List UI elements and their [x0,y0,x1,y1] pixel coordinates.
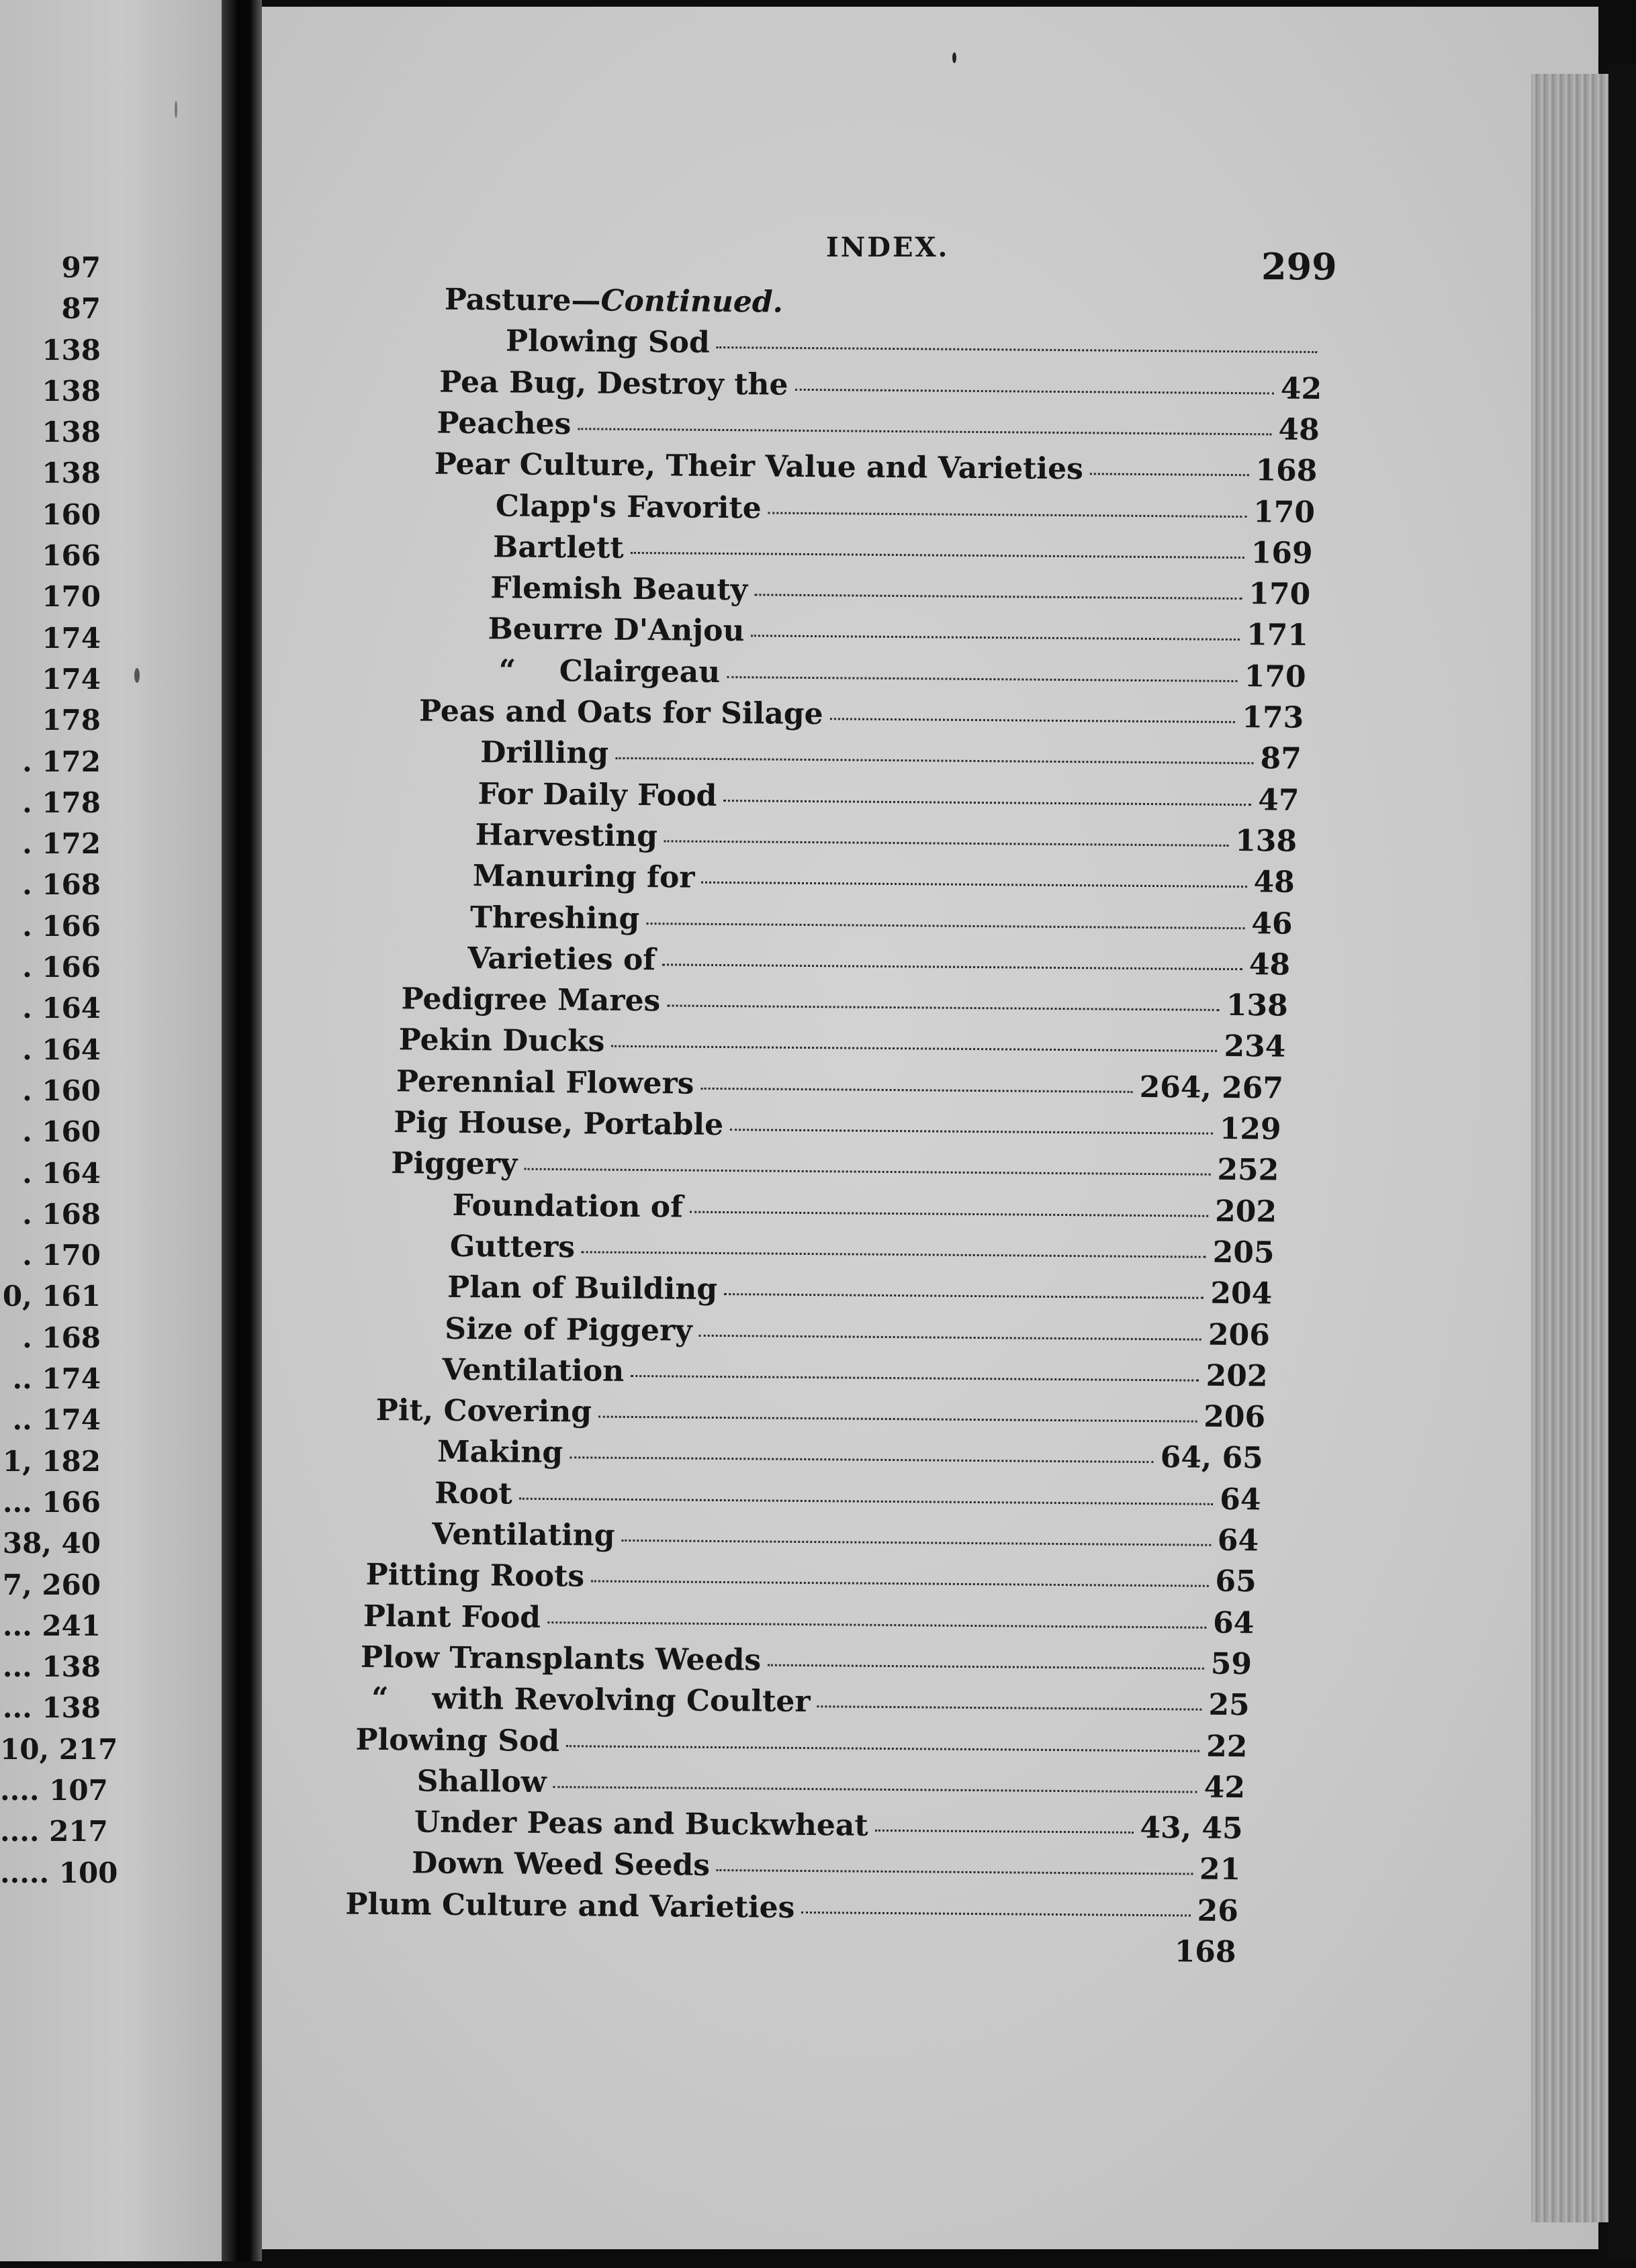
entry-label: Clairgeau [559,653,721,690]
entry-page-number: 169 [1251,535,1313,571]
index-subentry [432,1517,1259,1564]
entry-label: Pig House, Portable [394,1105,724,1143]
entry-label: Under Peas and Buckwheat [414,1805,868,1843]
left-page-number: . 166 [22,951,101,984]
entry-label: Flemish Beauty [490,571,748,608]
entry-label: with Revolving Coulter [432,1681,811,1719]
entry-page-number: 170 [1248,577,1311,612]
left-page-number: 166 [42,539,101,573]
dot-leader [875,1830,1134,1834]
left-page-number: ... 138 [2,1691,101,1725]
index-subentry [450,1229,1275,1276]
index-entry [361,1640,1252,1687]
entry-label: Peaches [437,406,572,442]
entry-label: Foundation of [452,1188,684,1225]
index-subentry [506,324,1324,371]
left-page-number: . 164 [22,992,101,1025]
entry-label: Ventilation [442,1352,625,1388]
entry-page-number: 26 [1197,1893,1239,1928]
index-subentry [486,653,1306,700]
dot-leader [690,1211,1208,1217]
dot-leader [768,512,1246,518]
left-page-number: . 172 [22,745,101,778]
entry-label: Bartlett [492,530,624,565]
left-page-number: 178 [42,704,101,737]
dot-leader [615,757,1253,764]
entry-page-number: 65 [1215,1564,1257,1599]
index-entry [434,447,1317,494]
dot-leader [801,1911,1190,1917]
index-subentry [475,818,1297,865]
index-entry [358,1681,1250,1728]
dot-leader [699,1334,1201,1340]
dot-leader [662,963,1242,970]
entry-label: Beurre D'Anjou [488,612,745,649]
dot-leader [591,1580,1208,1587]
dot-leader [646,923,1244,929]
entry-page-number: 206 [1203,1399,1266,1435]
entry-page-number: 46 [1251,906,1293,941]
dot-leader [817,1705,1202,1710]
entry-label: Pekin Ducks [398,1023,605,1059]
dot-leader [611,1045,1217,1052]
index-entry [419,694,1304,741]
left-page-number: .... 107 [0,1773,108,1807]
dot-leader [717,346,1318,353]
left-page-number: . 164 [22,1033,101,1066]
left-page-number: 1, 182 [2,1444,101,1478]
entry-label: Plow Transplants Weeds [360,1640,762,1678]
index-entry [401,982,1288,1029]
left-page-number: 97 [61,251,101,284]
left-page-number: 170 [42,580,101,614]
ditto-mark: “ [498,653,516,688]
left-page-number: ... 138 [2,1650,101,1684]
left-page-number: 7, 260 [2,1568,101,1601]
left-page-number: 138 [42,416,101,449]
entry-page-number: 264, 267 [1139,1070,1284,1106]
entry-label: Plowing Sod [355,1722,560,1758]
entry-label: Root [434,1476,512,1511]
entry-page-number: 202 [1206,1358,1268,1394]
entry-page-number: 64, 65 [1160,1440,1263,1476]
entry-page-number: 206 [1208,1317,1271,1352]
entry-page-number: 59 [1210,1646,1253,1682]
entry-page-number: 129 [1219,1111,1281,1147]
dust-speck [175,101,177,118]
index-subentry [435,1476,1261,1523]
dot-leader [519,1497,1213,1505]
left-page-number: 0, 161 [2,1280,101,1313]
entry-page-number: 47 [1258,782,1300,818]
entry-label: Down Weed Seeds [411,1846,711,1883]
entry-label: Pear Culture, Their Value and Varieties [434,446,1084,487]
entry-page-number: 170 [1244,659,1306,694]
entry-label: Pedigree Mares [401,982,661,1019]
left-page-number: .. 174 [12,1362,101,1396]
index-entry [365,1558,1257,1605]
index-entry [398,1023,1285,1070]
dot-leader [1090,473,1249,476]
index-subentry [414,1805,1243,1852]
left-page-number: 138 [42,374,101,408]
page-number: 299 [1261,245,1337,288]
left-page-number: . 168 [22,1321,101,1354]
left-page-number: 174 [42,662,101,696]
left-page-number: . 160 [22,1074,101,1107]
entry-label: Pitting Roots [365,1558,585,1594]
dot-leader [631,1375,1199,1382]
left-page-number: .... 217 [0,1815,108,1848]
index-entry [343,1928,1236,1975]
dot-leader [582,1251,1206,1258]
index-subentry [452,1188,1277,1235]
entry-label: Manuring for [472,859,695,895]
index-entry [345,1887,1238,1934]
entry-label: For Daily Food [478,776,717,813]
entry-page-number: 48 [1248,947,1291,982]
entry-label: Making [437,1435,563,1470]
entry-page-number: 171 [1246,618,1309,653]
left-page-number: . 168 [22,1197,101,1231]
dot-leader [830,718,1236,723]
dot-leader [578,428,1271,435]
entry-label: Piggery [391,1146,518,1182]
left-page-number: 38, 40 [2,1527,101,1560]
entry-label: Gutters [449,1229,576,1265]
index-subentry [412,1846,1241,1893]
entry-label: Shallow [416,1764,547,1799]
index-subentry [447,1270,1273,1317]
index-subentry [493,530,1313,577]
entry-label: Clapp's Favorite [495,488,762,525]
left-page-number: . 166 [22,909,101,943]
ditto-mark: “ [371,1681,389,1716]
index-subentry [470,900,1293,947]
entry-label: Drilling [480,735,609,771]
entry-page-number: 252 [1217,1153,1279,1188]
running-header: INDEX. [826,232,950,263]
index-entry [375,1393,1265,1440]
index-subentry [478,777,1300,824]
dot-leader [598,1416,1197,1423]
entry-page-number: 173 [1242,700,1304,735]
dot-leader [724,1293,1203,1299]
entry-label: Pit, Covering [375,1393,592,1429]
entry-page-number: 202 [1214,1194,1277,1229]
index-entry [394,1105,1281,1152]
entry-page-number: 168 [1255,453,1318,489]
entry-label: Threshing [469,900,640,936]
left-page-number: 138 [42,333,101,367]
dot-leader [700,1087,1132,1092]
dust-speck [134,668,140,683]
entry-page-number: 64 [1212,1605,1255,1640]
entry-page-number: 22 [1206,1729,1248,1764]
left-page-number: . 160 [22,1115,101,1149]
index-subentry [442,1353,1267,1400]
entry-page-number: 25 [1208,1687,1250,1723]
left-page-number: . 170 [22,1239,101,1272]
entry-label: Pea Bug, Destroy the [439,365,788,402]
left-page-number: .. 174 [12,1403,101,1437]
left-page-number: 160 [42,498,101,531]
entry-page-number: 168 [1174,1934,1236,1970]
dot-leader [553,1786,1197,1793]
index-subentry [480,735,1302,782]
entry-page-number: 21 [1199,1852,1241,1887]
dot-leader [727,676,1238,682]
dot-leader [631,552,1244,559]
index-subentry [437,1435,1263,1482]
dot-leader [570,1457,1154,1464]
dot-leader [621,1540,1210,1546]
left-page-number: 138 [42,457,101,490]
dot-leader [667,1004,1220,1010]
entry-page-number: 170 [1253,494,1316,530]
entry-page-number: 42 [1280,371,1322,406]
index-subentry [445,1311,1270,1358]
entry-page-number: 64 [1217,1523,1259,1558]
entry-label: Plowing Sod [505,324,710,361]
dot-leader [524,1168,1210,1176]
entry-label: Ventilating [432,1517,615,1553]
dot-leader [664,840,1228,847]
entry-page-number: 87 [1260,741,1302,777]
index-subentry [416,1764,1245,1811]
dot-leader [566,1745,1199,1752]
entry-page-number: 48 [1253,865,1295,900]
entry-label: Harvesting [475,818,658,854]
index-entry [437,406,1320,453]
entry-page-number: 42 [1203,1770,1246,1805]
index-entry [445,283,1326,330]
entry-page-number: 48 [1278,412,1320,447]
index-subentry [488,612,1308,659]
index-subentry [467,941,1290,988]
left-page-number: ..... 100 [0,1856,118,1889]
index-subentry [490,571,1310,618]
dot-leader [723,800,1251,806]
entry-label: Size of Piggery [445,1311,692,1348]
index-entry [396,1064,1283,1111]
left-page-number: ... 166 [2,1485,101,1519]
dust-speck [952,52,956,63]
left-page-number: . 172 [22,827,101,861]
left-page-number: 87 [61,292,101,326]
entry-label: Peas and Oats for Silage [418,694,823,732]
entry-page-number: 204 [1210,1276,1273,1311]
index-entry [391,1146,1279,1193]
left-page-number: 10, 217 [0,1732,118,1766]
dot-leader [717,1869,1193,1875]
left-page-number: 174 [42,621,101,655]
index-entry [439,365,1322,412]
left-page-number: ... 241 [2,1609,101,1642]
entry-page-number: 64 [1220,1482,1261,1517]
entry-label: Continued. [600,283,784,320]
entry-label: Perennial Flowers [396,1064,694,1101]
dot-leader [701,882,1246,888]
index-subentry [473,859,1295,906]
entry-label: Plan of Building [447,1270,718,1307]
left-page-number: . 164 [22,1156,101,1190]
entry-page-number: 138 [1226,988,1288,1023]
entry-page-number: 234 [1224,1029,1286,1064]
dot-leader [547,1621,1206,1629]
left-page-number: . 168 [22,868,101,902]
entry-page-number: 205 [1212,1235,1275,1270]
dot-leader [768,1664,1204,1669]
dot-leader [754,594,1242,600]
entry-page-number: 138 [1235,823,1298,859]
dot-leader [751,635,1240,641]
entry-label: Plant Food [363,1599,541,1635]
entry-label: Plum Culture and Varieties [345,1887,795,1925]
index-entry [363,1599,1255,1646]
index-subentry [496,489,1316,536]
dot-leader [730,1129,1213,1135]
left-page-number: . 178 [22,786,101,819]
index-entry [355,1722,1247,1769]
entry-page-number: 43, 45 [1140,1811,1243,1846]
entry-heading: Pasture— [444,282,601,318]
entry-label: Varieties of [467,941,656,978]
dot-leader [794,388,1273,394]
